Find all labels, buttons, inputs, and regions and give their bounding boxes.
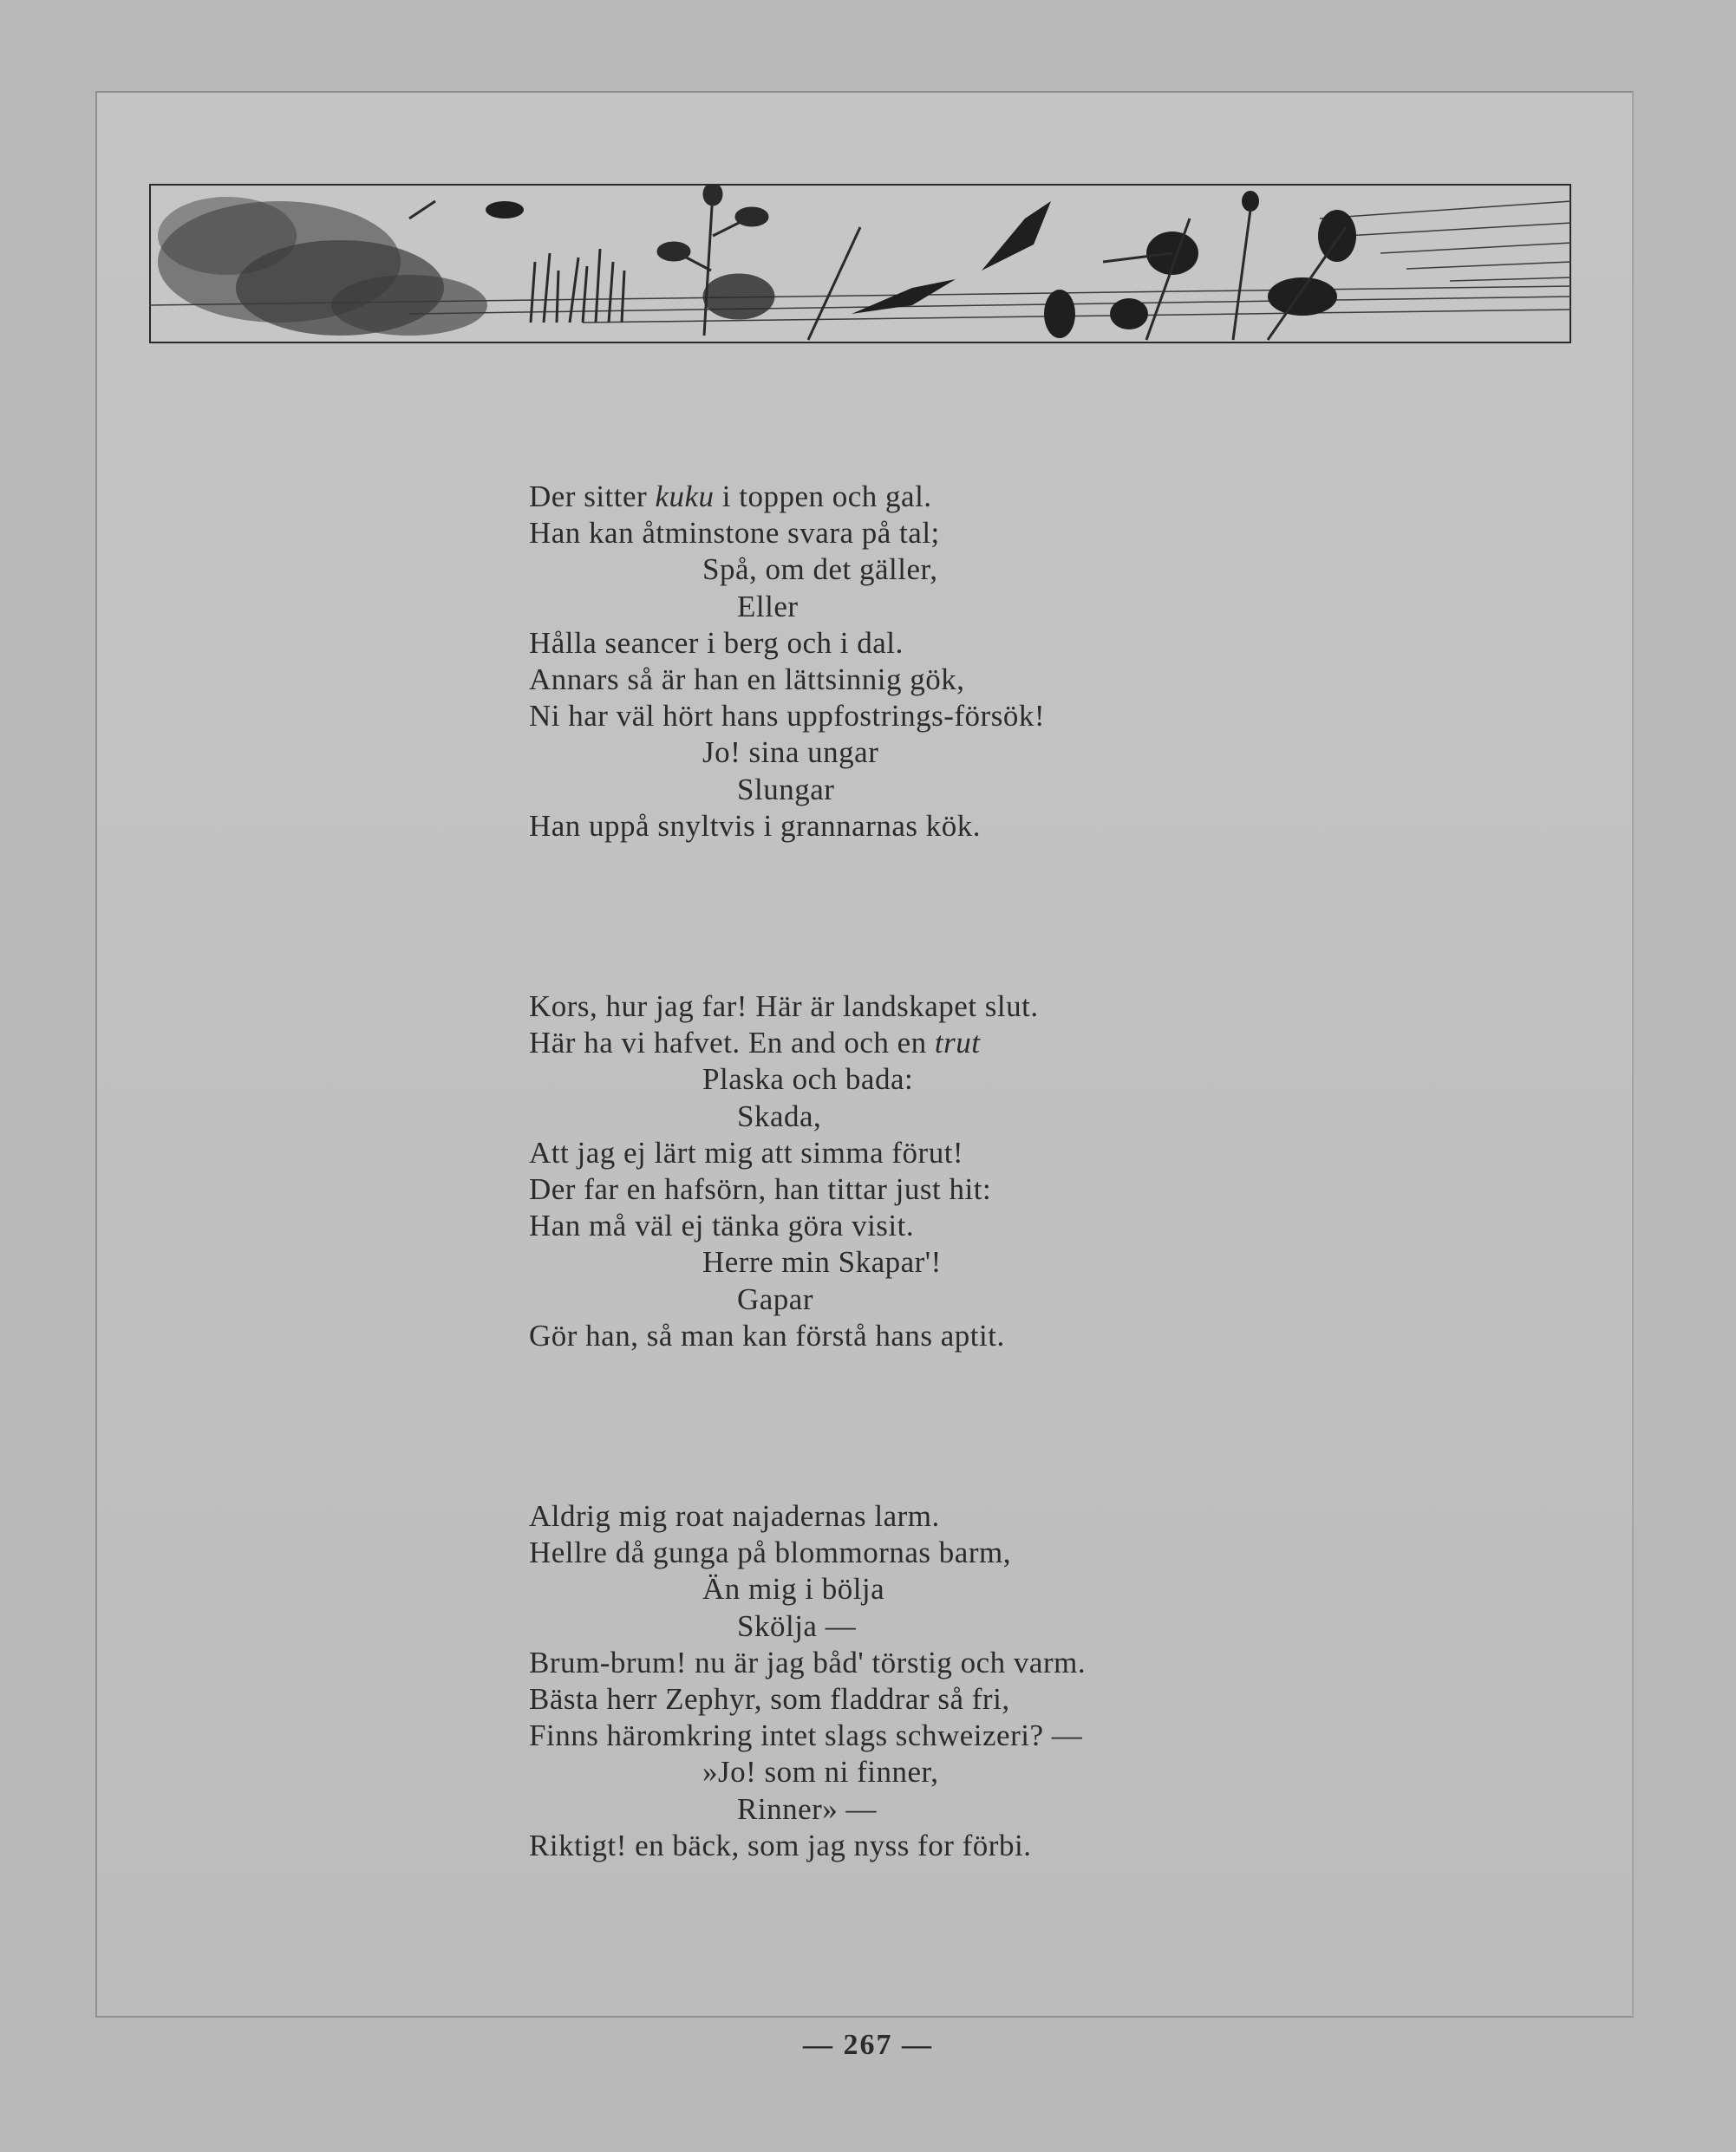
poem-line: Spå, om det gäller, [702, 552, 938, 587]
poem-line: Bästa herr Zephyr, som fladdrar så fri, [529, 1682, 1010, 1716]
poem-line: Annars så är han en lättsinnig gök, [529, 662, 965, 696]
poem-line: Eller [737, 589, 799, 623]
poem-line: Hålla seancer i berg och i dal. [529, 625, 904, 660]
poem-line: Att jag ej lärt mig att simma förut! [529, 1135, 964, 1170]
page-number: — 267 — [803, 2029, 933, 2061]
landscape-vignette [149, 184, 1571, 343]
poem-line: Han må väl ej tänka göra visit. [529, 1209, 915, 1243]
line-text: Der sitter [529, 479, 656, 513]
poem-line: »Jo! som ni finner, [702, 1755, 939, 1790]
poem-line: Slungar [737, 772, 835, 806]
line-text: Här ha vi hafvet. En and och en [529, 1026, 935, 1060]
poem-line: Skölja — [737, 1608, 857, 1643]
poem-line: Jo! sina ungar [702, 735, 879, 770]
line-italic-word: trut [934, 1026, 981, 1060]
poem-line: Hellre då gunga på blommornas barm, [529, 1536, 1011, 1570]
poem-line [529, 1025, 981, 1061]
poem-line: Rinner» — [737, 1791, 878, 1826]
line-text: i toppen och gal. [714, 479, 932, 513]
poem-line: Han kan åtminstone svara på tal; [529, 516, 940, 551]
poem-line: Finns häromkring intet slags schweizeri? — [529, 1718, 1083, 1753]
poem-line: Ni har väl hört hans uppfostrings-försök! [529, 699, 1045, 734]
poem-line: Gör han, så man kan förstå hans aptit. [529, 1318, 1005, 1353]
poem-line: Plaska och bada: [702, 1062, 914, 1097]
poem-line: Skada, [737, 1099, 822, 1133]
poem-line: Aldrig mig roat najadernas larm. [529, 1499, 940, 1533]
poem-line: Der far en hafsörn, han tittar just hit: [529, 1172, 992, 1206]
poem-line: Kors, hur jag far! Här är landskapet slut. [529, 989, 1039, 1023]
poem-line [529, 479, 932, 515]
poem-line: Än mig i bölja [702, 1572, 885, 1607]
poem-line: Brum-brum! nu är jag båd' törstig och varm. [529, 1645, 1087, 1679]
poem-line: Riktigt! en bäck, som jag nyss for förbi. [529, 1828, 1032, 1862]
poem-line: Herre min Skapar'! [702, 1245, 942, 1280]
poem-line: Han uppå snyltvis i grannarnas kök. [529, 808, 982, 843]
poem-line: Gapar [737, 1281, 814, 1316]
line-italic-word: kuku [655, 479, 715, 513]
